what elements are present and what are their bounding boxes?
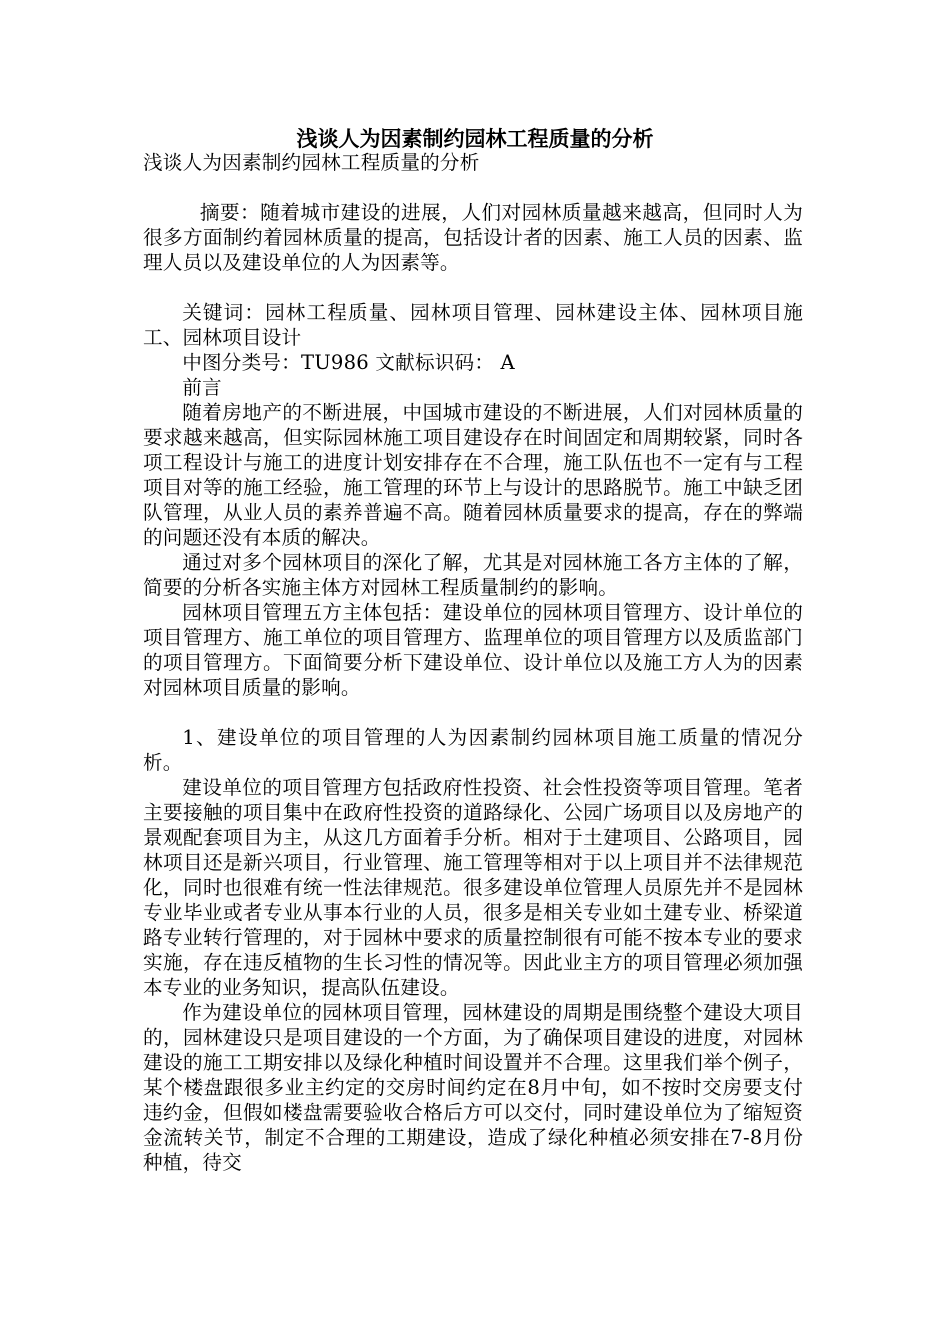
body-paragraph: 随着房地产的不断进展，中国城市建设的不断进展，人们对园林质量的要求越来越高，但实际园林施工项目建设存在时间固定和周期较紧，同时各项工程设计与施工的进度计划安排存在不合理，施工队伍也不一定有与工程项目对等的施工经验，施工管理的环节上与设计的思路脱节。施工中缺乏团队管理，从业人员的素养普遍不高。随着园林质量要求的提高，存在的弊端的问题还没有本质的解决。 bbox=[143, 401, 803, 549]
classification-line: 中图分类号：TU986 文献标识码： A bbox=[182, 351, 515, 374]
document-subtitle: 浅谈人为因素制约园林工程质量的分析 bbox=[143, 151, 480, 174]
document-title: 浅谈人为因素制约园林工程质量的分析 bbox=[296, 127, 654, 151]
document-body bbox=[143, 150, 803, 1175]
blank-line bbox=[143, 175, 803, 200]
blank-line bbox=[143, 275, 803, 300]
preface-heading: 前言 bbox=[182, 376, 222, 399]
keywords-paragraph: 关键词：园林工程质量、园林项目管理、园林建设主体、园林项目施工、园林项目设计 bbox=[143, 301, 803, 349]
body-paragraph: 作为建设单位的园林项目管理，园林建设的周期是围绕整个建设大项目的，园林建设只是项目建设的一个方面，为了确保项目建设的进度，对园林建设的施工工期安排以及绿化种植时间设置并不合理。这里我们举个例子，某个楼盘跟很多业主约定的交房时间约定在8月中旬，如不按时交房要支付违约金，但假如楼盘需要验收合格后方可以交付，同时建设单位为了缩短资金流转关节，制定不合理的工期建设，造成了绿化种植必须安排在7-8月份种植，待交 bbox=[143, 1001, 803, 1174]
blank-line bbox=[143, 700, 803, 725]
body-paragraph: 通过对多个园林项目的深化了解，尤其是对园林施工各方主体的了解，简要的分析各实施主体方对园林工程质量制约的影响。 bbox=[143, 551, 803, 599]
abstract-paragraph: 摘要：随着城市建设的进展，人们对园林质量越来越高，但同时人为很多方面制约着园林质量的提高，包括设计者的因素、施工人员的因素、监理人员以及建设单位的人为因素等。 bbox=[143, 201, 803, 274]
body-paragraph: 园林项目管理五方主体包括：建设单位的园林项目管理方、设计单位的项目管理方、施工单位的项目管理方、监理单位的项目管理方以及质监部门的项目管理方。下面简要分析下建设单位、设计单位以及施工方人为的因素对园林项目质量的影响。 bbox=[143, 601, 803, 699]
section-heading: 1、建设单位的项目管理的人为因素制约园林项目施工质量的情况分析。 bbox=[143, 726, 803, 774]
body-paragraph: 建设单位的项目管理方包括政府性投资、社会性投资等项目管理。笔者主要接触的项目集中在政府性投资的道路绿化、公园广场项目以及房地产的景观配套项目为主，从这几方面着手分析。相对于土建项目、公路项目，园林项目还是新兴项目，行业管理、施工管理等相对于以上项目并不法律规范化，同时也很难有统一性法律规范。很多建设单位管理人员原先并不是园林专业毕业或者专业从事本行业的人员，很多是相关专业如土建专业、桥梁道路专业转行管理的，对于园林中要求的质量控制很有可能不按本专业的要求实施，存在违反植物的生长习性的情况等。因此业主方的项目管理必须加强本专业的业务知识，提高队伍建设。 bbox=[143, 776, 803, 999]
